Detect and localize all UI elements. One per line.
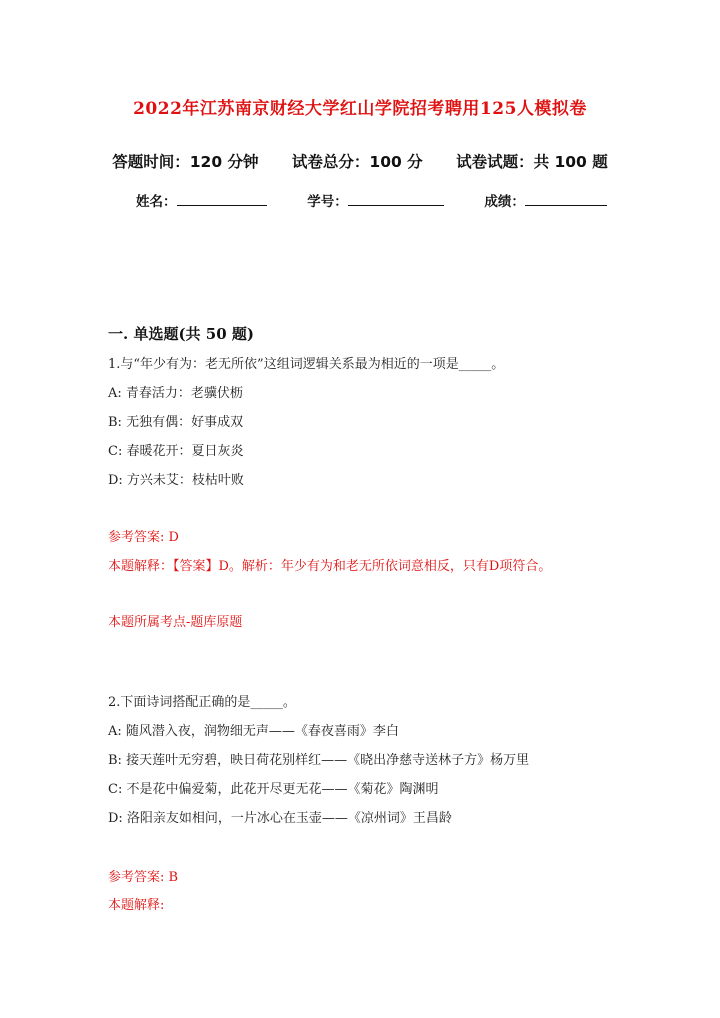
id-field [307, 190, 444, 210]
question-stem: 1.与“年少有为：老无所依”这组词逻辑关系最为相近的一项是_____。 [108, 357, 505, 372]
exam-total-score: 试卷总分：100 分 [291, 153, 423, 171]
option-c: C: 不是花中偏爱菊，此花开尽更无花——《菊花》陶渊明 [108, 782, 439, 797]
name-label: 姓名： [136, 194, 177, 210]
score-label: 成绩： [484, 194, 525, 210]
name-field [136, 190, 267, 210]
option-a: A: 青春活力：老骥伏枥 [108, 386, 243, 401]
option-c: C: 春暖花开：夏日灰炎 [108, 444, 244, 459]
student-info [136, 190, 616, 210]
explanation-2: 本题解释: [108, 898, 165, 913]
section-title: 一. 单选题(共 50 题) [108, 325, 254, 343]
exam-title: 2022年江苏南京财经大学红山学院招考聘用125人模拟卷 [133, 99, 587, 119]
id-label: 学号： [307, 194, 348, 210]
name-blank [177, 193, 267, 206]
option-b: B: 无独有偶：好事成双 [108, 415, 244, 430]
option-b: B: 接天莲叶无穷碧，映日荷花别样红——《晓出净慈寺送林子方》杨万里 [108, 753, 530, 768]
option-d: D: 方兴未艾：枝枯叶败 [108, 473, 244, 488]
score-field [484, 190, 607, 210]
answer-1: 参考答案: D [108, 530, 179, 545]
exam-question-count: 试卷试题：共 100 题 [456, 153, 608, 171]
exam-meta [0, 150, 720, 172]
topic-1: 本题所属考点-题库原题 [108, 615, 243, 630]
score-blank [525, 193, 607, 206]
explanation-1: 本题解释：【答案】D。解析：年少有为和老无所依词意相反，只有D项符合。 [108, 559, 552, 574]
option-d: D: 洛阳亲友如相问，一片冰心在玉壶——《凉州词》王昌龄 [108, 811, 452, 826]
question-stem: 2.下面诗词搭配正确的是_____。 [108, 695, 296, 710]
question-1 [108, 356, 504, 501]
id-blank [348, 193, 444, 206]
exam-time: 答题时间：120 分钟 [112, 153, 259, 171]
answer-2: 参考答案: B [108, 870, 179, 885]
question-2 [108, 694, 529, 839]
option-a: A: 随风潜入夜，润物细无声——《春夜喜雨》李白 [108, 724, 399, 739]
